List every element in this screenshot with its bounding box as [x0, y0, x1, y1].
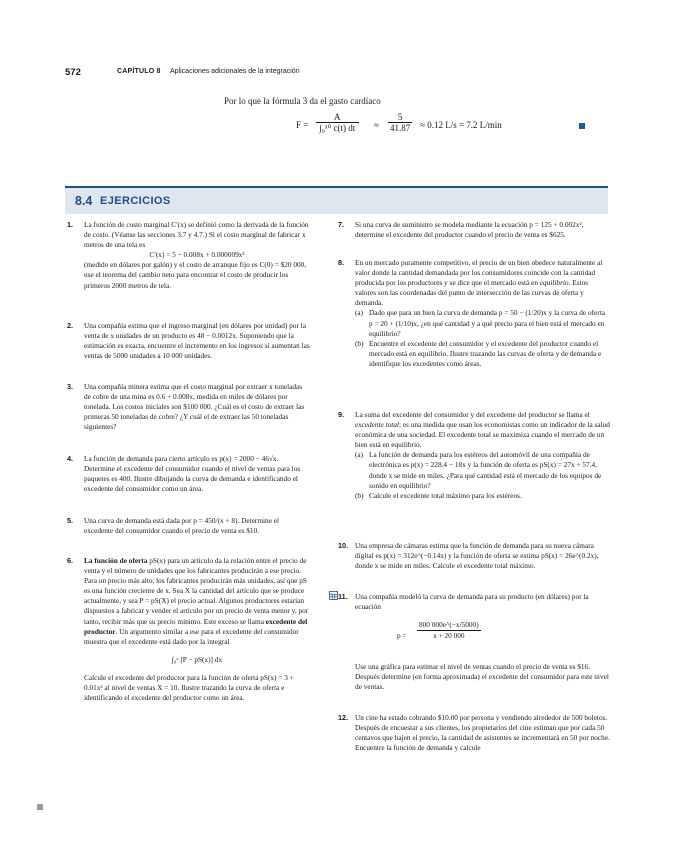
formula-approx: ≈ [374, 120, 379, 130]
exercise-equation: ∫₀ˣ [P − pS(x)] dx [171, 654, 223, 664]
exercise-1: 1. La función de costo marginal C′(x) se definió como la derivada de la función de costo. (Véanse las secciones 3.7 y 4.7.) Si el costo marginal de fabricar x metros de una tela es C′(x) = 5 − 0.008x + 0.000009x² (medido en dólares por galón) y el costo de arranque fijo es C(0) = $20 000, use el teorema del cambio neto para encontrar el costo de producir los primeros 2000 metros de tela. [67, 220, 309, 290]
exercise-text: Una compañía modeló la curva de demanda para su producto (en dólares) por la ecuación [355, 592, 589, 612]
exercise-text: (medido en dólares por galón) y el costo de arranque fijo es C(0) = $20 000, use el teorema del cambio neto para encontrar el costo de producir los primeros 2000 metros de tela. [84, 260, 307, 290]
cardiac-output-formula [296, 112, 596, 152]
page-number: 572 [65, 67, 81, 78]
exercise-text: Una curva de demanda está dada por p = 450/(x + 8). Determine el excedente del consumidor cuando el precio de venta es $10. [84, 516, 280, 536]
chapter-title: Aplicaciones adicionales de la integración [170, 68, 300, 75]
exercise-text: La función de costo marginal C′(x) se definió como la derivada de la función de costo. (Véanse las secciones 3.7 y 4.7.) Si el costo marginal de fabricar x metros de una tela es [84, 220, 309, 250]
page-marker-square-icon [37, 804, 43, 810]
exercise-text: Una compañía minera estima que el costo marginal por extraer x toneladas de cobre de una mina es 0.6 + 0.008x, medida en miles de dólares por tonelada. Los costos iniciales son $100 000. ¿Cuál es el costo de extraer las primeras 50 toneladas de cobre? ¿Y cuál el de extraer las 50 toneladas siguientes? [84, 382, 305, 432]
section-title: EJERCICIOS [100, 195, 171, 207]
intro-text: Por lo que la fórmula 3 da el gasto cardíaco [224, 96, 381, 106]
exercise-text: Si una curva de suministro se modela mediante la ecuación p = 125 + 0.002x², determine el excedente del productor cuando el precio de venta es $625. [355, 220, 584, 240]
formula-lhs: F = [296, 120, 309, 130]
section-banner [65, 186, 608, 214]
exercise-text: La función de oferta pS(x) para un artículo da la relación entre el precio de venta y el número de unidades que los fabricantes producirán a ese precio. Para un precio más alto, los fabricantes producirán más unidades, así que pS es una función creciente de x. Sea X la cantidad del artículo que se produce actualmente, y sea P = pS(X) el precio actual. Algunos productores estarían dispuestos a fabricar y vender el artículo por un precio de venta menor y, por tanto, recibir más que su precio mínimo. Este exceso se llama excedente del productor. Un argumento similar a ese para el excedente del consumidor muestra que el excedente está dado por la integral [84, 556, 309, 646]
calculator-icon [329, 591, 338, 600]
exercise-text: La suma del excedente del consumidor y del excedente del productor se llama el excedente total; es una medida que usan los economistas como un indicador de la salud económica de una sociedad. El excedente total se maximiza cuando el mercado de un bien está en equilibrio. [355, 410, 610, 450]
exercise-text: La función de demanda para cierto artículo es p(x) = 2000 − 46√x. Determine el excedente del consumidor cuando el nivel de ventas para los paquetes es 400. Ilustre dibujando la curva de demanda e identificando el excedente del consumidor como un área. [84, 454, 301, 494]
formula-fraction-2: $\frac{5}{41.87}$ [390, 112, 411, 133]
section-number: 8.4 [75, 194, 93, 208]
formula-fraction-1: $\frac{A}{\text{∫₀¹⁰ c(t) dt}}$ [316, 112, 359, 134]
exercise-part: (a) Dado que para un bien la curva de demanda p = 50 − (1/20)x y la curva de oferta p = 20 + (1/10)x, ¿en qué cantidad y a qué precio para el bien está el mercado en equilibrio? [355, 308, 605, 338]
chapter-label: CAPÍTULO 8 [117, 68, 161, 75]
exercise-text: Una empresa de cámaras estima que la función de demanda para su nueva cámara digital es p(x) = 312e^(−0.14x) y la función de oferta se estima pS(x) = 26e^(0.2x), donde x se mide en miles. Calcule el excedente total máximo. [355, 541, 599, 571]
exercise-equation: p = $\frac{800 000e\^{}(-x/5000)}{x + 20 000}$ [397, 620, 479, 641]
exercise-text: Calcule el excedente del productor para la función de oferta pS(x) = 3 + 0.01x² al nivel de ventas X = 10. Ilustre trazando la curva de oferta e identificando el excedente del productor como un área. [84, 672, 294, 703]
exercise-part: (b) Encuentre el excedente del consumidor y el excedente del productor cuando el mercado está en equilibrio. Ilustre trazando las curvas de oferta y de demanda e identifique los excedentes como áreas. [355, 338, 602, 368]
exercise-text: Un cine ha estado cobrando $10.00 por persona y vendiendo alrededor de 500 boletos. Después de encuestar a sus clientes, los propietarios del cine estiman que por cada 50 centavos que bajen el precio, la cantidad de asistentes se incrementará en 50 por noche. Encuentre la función de demanda y calcule [355, 713, 610, 753]
exercise-equation: C′(x) = 5 − 0.008x + 0.000009x² [149, 250, 245, 260]
exercise-part: (a) La función de demanda para los estéreos del automóvil de una compañía de electrónica es p(x) = 228.4 − 18x y la función de oferta es pS(x) = 27x + 57.4, donde x se mide en miles. ¿Para qué cantidad está el mercado de los equipos de sonido en equilibrio? [355, 450, 602, 490]
exercise-text: En un mercado puramente competitivo, el precio de un bien obedece naturalmente al valor donde la cantidad demandada por los consumidores coincide con la cantidad producida por los productores y se dice que el mercado está en equilibrio. Estos valores son las coordenadas del punto de intersección de las curvas de oferta y demanda. [355, 258, 603, 308]
exercise-text: Una compañía estima que el ingreso marginal (en dólares por unidad) por la venta de x unidades de un producto es 48 − 0.0012x. Suponiendo que la estimación es exacta, encuentre el incremento en los ingresos si aumentan las ventas de 5000 unidades a 10 000 unidades. [84, 321, 310, 361]
formula-result: ≈ 0.12 L/s = 7.2 L/min [420, 120, 502, 130]
end-of-example-square-icon [579, 123, 585, 129]
exercise-text: Use una gráfica para estimar el nivel de ventas cuando el precio de venta es $16. Después determine (en forma aproximada) el excedente del consumidor para este nivel de ventas. [355, 662, 609, 692]
exercise-part: (b) Calcule el excedente total máximo para los estéreos. [355, 490, 522, 500]
